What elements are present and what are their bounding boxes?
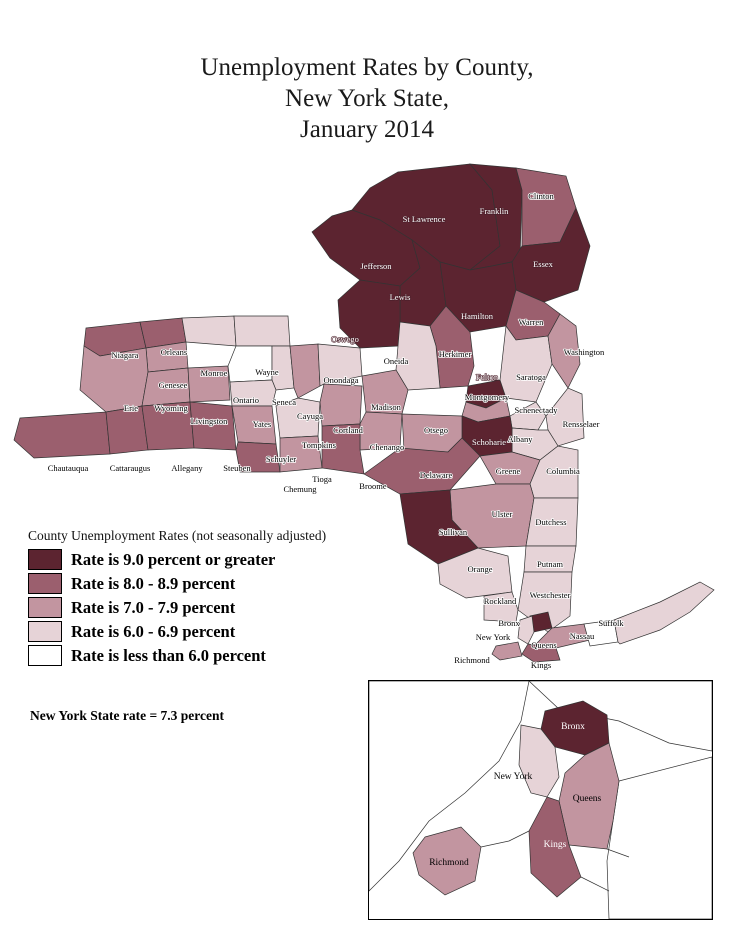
county-cortland: [320, 384, 362, 426]
label-livingston: Livingston: [190, 415, 228, 426]
label-rockland: Rockland: [483, 595, 517, 606]
label-essex: Essex: [533, 258, 553, 269]
label-cayuga: Cayuga: [297, 410, 323, 421]
legend-label-less-than-6: Rate is less than 6.0 percent: [71, 645, 266, 665]
legend-label-9-or-greater: Rate is 9.0 percent or greater: [71, 549, 276, 569]
county-wayne: [234, 316, 290, 346]
label-genesee: Genesee: [158, 379, 188, 390]
label-greene: Greene: [495, 465, 521, 476]
label-madison: Madison: [371, 401, 401, 412]
label-jefferson: Jefferson: [360, 260, 392, 271]
legend-row-1: [28, 573, 428, 594]
label-queens: Queens: [531, 639, 557, 650]
legend-swatch-7-to-79: [28, 597, 62, 618]
legend-row-2: [28, 597, 428, 618]
label-putnam: Putnam: [537, 558, 563, 569]
label-hamilton: Hamilton: [460, 310, 494, 321]
legend-swatch-8-to-89: [28, 573, 62, 594]
label-richmond: Richmond: [454, 654, 490, 665]
county-cattaraugus: [106, 406, 148, 454]
state-rate-note: New York State rate = 7.3 percent: [30, 708, 225, 723]
label-onondaga: Onondaga: [323, 374, 359, 385]
legend-label-6-to-69: Rate is 6.0 - 6.9 percent: [71, 621, 236, 641]
label-chautauqua: Chautauqua: [47, 462, 89, 473]
title-line-1: Unemployment Rates by County,: [200, 54, 534, 81]
label-new-york: New York: [475, 631, 511, 642]
label-orange: Orange: [467, 563, 493, 574]
label-montgomery: Montgomery: [464, 391, 510, 402]
legend-swatch-less-than-6: [28, 645, 62, 666]
label-washington: Washington: [563, 346, 605, 357]
inset-surrounding-east: [607, 757, 712, 919]
label-broome: Broome: [359, 480, 387, 491]
inset-label-new-york: New York: [493, 772, 533, 783]
label-warren: Warren: [518, 316, 544, 327]
legend: [28, 528, 428, 669]
label-delaware: Delaware: [419, 469, 453, 480]
label-monroe: Monroe: [200, 367, 228, 378]
legend-swatch-9-or-greater: [28, 549, 62, 570]
county-suffolk: [614, 582, 714, 644]
inset-label-bronx: Bronx: [561, 722, 585, 733]
label-chemung: Chemung: [283, 483, 317, 494]
label-allegany: Allegany: [171, 462, 203, 473]
label-dutchess: Dutchess: [535, 516, 567, 527]
legend-label-7-to-79: Rate is 7.0 - 7.9 percent: [71, 597, 236, 617]
title-line-2: New York State,: [285, 85, 449, 112]
label-westchester: Westchester: [529, 589, 571, 600]
label-tioga: Tioga: [312, 473, 332, 484]
label-oswego: Oswego: [331, 333, 359, 344]
label-tompkins: Tompkins: [302, 439, 336, 450]
label-rensselaer: Rensselaer: [562, 418, 600, 429]
label-schenectady: Schenectady: [514, 404, 558, 415]
label-clinton: Clinton: [528, 190, 554, 201]
label-herkimer: Herkimer: [438, 348, 472, 359]
page-title: [0, 52, 734, 145]
label-suffolk: Suffolk: [598, 617, 624, 628]
label-schoharie: Schoharie: [472, 436, 506, 447]
label-schuyler: Schuyler: [265, 453, 297, 464]
label-bronx: Bronx: [498, 617, 520, 628]
label-ulster: Ulster: [491, 508, 513, 519]
label-kings: Kings: [530, 659, 552, 670]
legend-label-8-to-89: Rate is 8.0 - 8.9 percent: [71, 573, 236, 593]
label-cattaraugus: Cattaraugus: [109, 462, 151, 473]
label-cortland: Cortland: [333, 424, 363, 435]
legend-title: County Unemployment Rates (not seasonally adjusted): [28, 528, 327, 543]
county-richmond: [492, 642, 522, 660]
label-lewis: Lewis: [389, 291, 411, 302]
inset-label-richmond: Richmond: [429, 858, 469, 869]
label-nassau: Nassau: [569, 630, 595, 641]
nyc-inset-map: [368, 680, 713, 920]
label-sullivan: Sullivan: [438, 526, 468, 537]
county-chautauqua: [14, 412, 110, 458]
inset-label-queens: Queens: [572, 794, 602, 805]
label-ontario: Ontario: [233, 394, 259, 405]
label-fulton: Fulton: [475, 371, 499, 382]
label-chenango: Chenango: [369, 441, 405, 452]
label-wayne: Wayne: [255, 366, 279, 377]
county-cayuga: [290, 344, 320, 398]
label-orleans: Orleans: [160, 346, 188, 357]
label-franklin: Franklin: [479, 205, 509, 216]
label-columbia: Columbia: [546, 465, 580, 476]
label-niagara: Niagara: [111, 349, 139, 360]
county-monroe: [182, 316, 236, 346]
legend-row-3: [28, 621, 428, 642]
label-saratoga: Saratoga: [516, 371, 546, 382]
legend-swatch-6-to-69: [28, 621, 62, 642]
legend-row-4: [28, 645, 428, 666]
label-erie: Erie: [123, 402, 139, 413]
title-line-3: January 2014: [300, 116, 434, 143]
label-otsego: Otsego: [423, 424, 449, 435]
label-oneida: Oneida: [383, 355, 409, 366]
label-albany: Albany: [507, 433, 533, 444]
label-st-lawrence: St Lawrence: [402, 213, 446, 224]
inset-label-kings: Kings: [543, 840, 567, 851]
label-seneca: Seneca: [271, 396, 297, 407]
label-steuben: Steuben: [223, 462, 251, 473]
label-yates: Yates: [252, 418, 272, 429]
legend-row-0: [28, 549, 428, 570]
county-steuben: [190, 402, 236, 450]
label-wyoming: Wyoming: [154, 402, 188, 413]
